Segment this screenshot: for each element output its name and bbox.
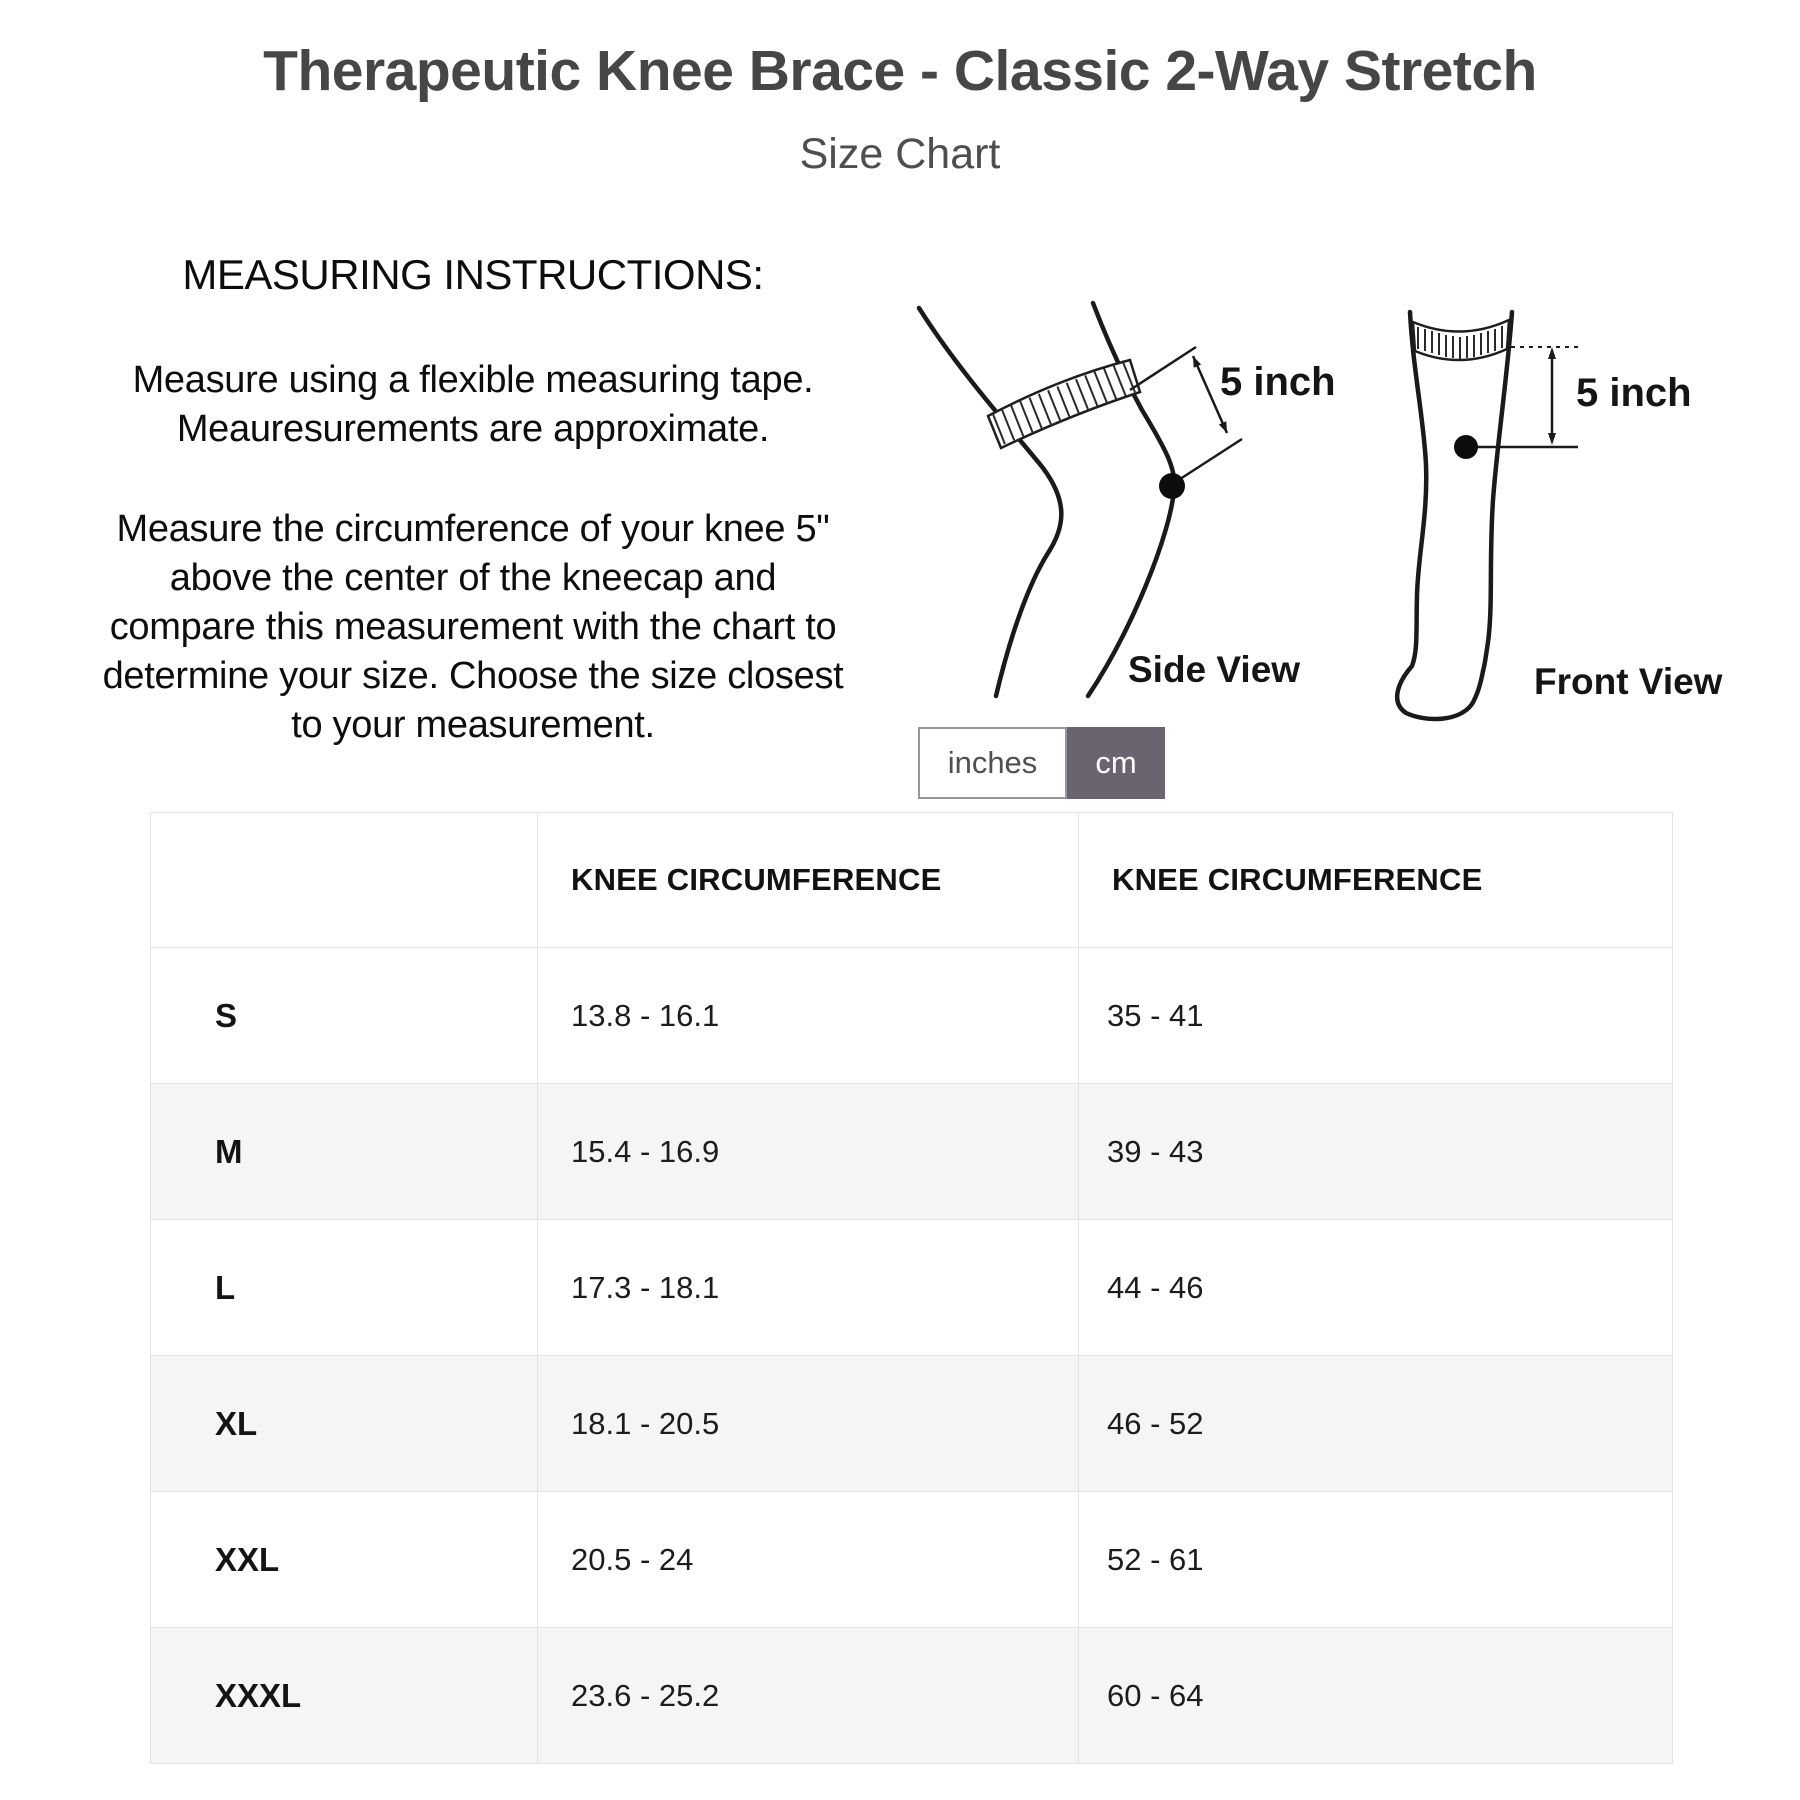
inches-column-header: KNEE CIRCUMFERENCE: [538, 813, 1079, 948]
table-header-row: [151, 813, 1673, 948]
table-row: [151, 1492, 1673, 1628]
inches-value: 20.5 - 24: [538, 1492, 1079, 1628]
size-label: L: [151, 1220, 538, 1356]
size-column-header: [151, 813, 538, 948]
front-view-diagram: [1380, 250, 1800, 735]
side-view-caption: Side View: [1128, 649, 1301, 690]
inches-toggle-button[interactable]: inches: [918, 727, 1067, 799]
instructions-line: Meauresurements are approximate.: [176, 408, 770, 450]
leg-outline: [919, 303, 1174, 696]
size-label: S: [151, 948, 538, 1084]
side-view-drawing: [880, 250, 1380, 730]
measurement-label: 5 inch: [1220, 360, 1336, 404]
size-label: M: [151, 1084, 538, 1220]
cm-value: 39 - 43: [1079, 1084, 1673, 1220]
instructions-line: compare this measurement with the chart to: [109, 606, 837, 648]
cm-value: 44 - 46: [1079, 1220, 1673, 1356]
table-row: [151, 1356, 1673, 1492]
measuring-instructions: [60, 252, 886, 750]
cm-value: 46 - 52: [1079, 1356, 1673, 1492]
measuring-tape-band: [988, 360, 1140, 448]
front-view-drawing: [1380, 250, 1800, 730]
page-subtitle: Size Chart: [799, 130, 1001, 178]
instructions-line: Measure the circumference of your knee 5": [116, 508, 830, 550]
table-row: [151, 1220, 1673, 1356]
table-row: [151, 1084, 1673, 1220]
inches-value: 13.8 - 16.1: [538, 948, 1079, 1084]
measuring-tape-band: [1413, 320, 1509, 360]
instructions-line: above the center of the kneecap and: [169, 557, 777, 599]
instructions-paragraph-2: [60, 505, 886, 750]
size-label: XXL: [151, 1492, 538, 1628]
table-row: [151, 948, 1673, 1084]
front-view-caption: Front View: [1534, 661, 1723, 702]
inches-value: 15.4 - 16.9: [538, 1084, 1079, 1220]
cm-value: 35 - 41: [1079, 948, 1673, 1084]
cm-value: 52 - 61: [1079, 1492, 1673, 1628]
instructions-paragraph-1: [60, 356, 886, 454]
inches-value: 18.1 - 20.5: [538, 1356, 1079, 1492]
inches-value: 17.3 - 18.1: [538, 1220, 1079, 1356]
page-title: Therapeutic Knee Brace - Classic 2-Way Stretch: [263, 39, 1537, 103]
table-row: [151, 1628, 1673, 1764]
kneecap-dot: [1159, 473, 1185, 499]
measurement-arrow: [1470, 347, 1578, 447]
leg-outline: [1397, 312, 1512, 719]
instructions-line: determine your size. Choose the size closest: [102, 655, 844, 697]
size-label: XXXL: [151, 1628, 538, 1764]
instructions-line: to your measurement.: [291, 704, 655, 746]
unit-toggle: [918, 727, 1165, 799]
cm-column-header: KNEE CIRCUMFERENCE: [1079, 813, 1673, 948]
cm-value: 60 - 64: [1079, 1628, 1673, 1764]
size-chart-table: [150, 812, 1673, 1764]
size-label: XL: [151, 1356, 538, 1492]
inches-value: 23.6 - 25.2: [538, 1628, 1079, 1764]
kneecap-dot: [1454, 435, 1478, 459]
measurement-label: 5 inch: [1576, 371, 1692, 415]
cm-toggle-button[interactable]: cm: [1067, 727, 1165, 799]
side-view-diagram: [880, 250, 1380, 735]
instructions-line: Measure using a flexible measuring tape.: [132, 359, 814, 401]
instructions-heading: MEASURING INSTRUCTIONS:: [182, 251, 764, 298]
